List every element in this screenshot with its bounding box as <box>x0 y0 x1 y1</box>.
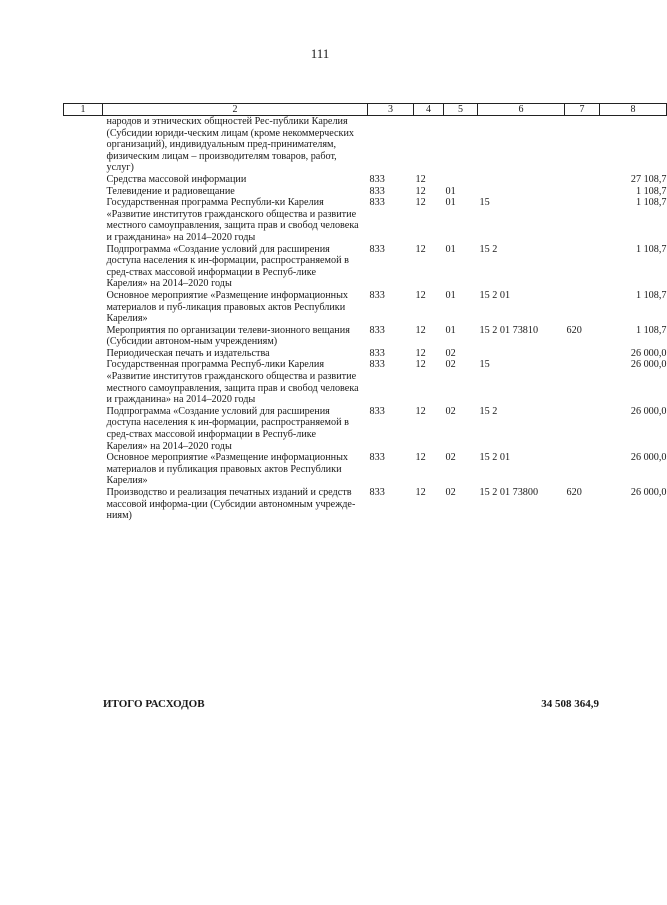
cell-section: 12 <box>415 289 426 301</box>
table-row <box>64 116 667 174</box>
item-name: Телевидение и радиовещание <box>106 185 235 197</box>
cell-empty <box>64 244 103 290</box>
column-header: 1 <box>64 104 103 116</box>
cell-section: 12 <box>415 359 426 371</box>
table-row <box>64 452 667 487</box>
item-name: Подпрограмма «Создание условий для расширения доступа населения к ин-формации, распространяемой в сред-ствах массовой информации в Респуб-лике Карелия» на 2014–2020 годы <box>106 243 349 290</box>
cell-subsection: 02 <box>445 405 456 417</box>
cell-target: 15 <box>479 197 490 209</box>
cell-expense-type <box>565 197 600 243</box>
cell-target: 15 2 01 73810 <box>479 324 539 336</box>
cell-target: 15 2 01 <box>479 452 511 464</box>
column-header: 8 <box>600 104 667 116</box>
cell-amount: 1 108,7 <box>635 197 667 209</box>
cell-amount: 1 108,7 <box>635 289 667 301</box>
table-row <box>64 348 667 360</box>
cell-ministry: 833 <box>369 487 385 498</box>
cell-section: 12 <box>415 197 426 209</box>
cell-target: 15 2 01 73800 <box>479 487 539 498</box>
table-row <box>64 359 667 405</box>
item-name: Мероприятия по организации телеви-зионного вещания (Субсидии автоном-ным учреждениям) <box>106 324 350 348</box>
cell-ministry: 833 <box>369 173 385 185</box>
cell-ministry: 833 <box>369 359 385 371</box>
cell-amount: 26 000,0 <box>630 452 667 464</box>
cell-section: 12 <box>415 185 426 197</box>
column-header: 7 <box>565 104 600 116</box>
cell-empty <box>64 197 103 243</box>
cell-amount <box>600 116 667 174</box>
item-name: народов и этнических общностей Рес-публики Карелия (Субсидии юриди-ческим лицам (кроме некоммерческих организаций), индивидуальным пред-принимателям, физическим лицам – производителям товаров, работ, услуг) <box>106 116 355 174</box>
table-row <box>64 244 667 290</box>
item-name: Основное мероприятие «Размещение информационных материалов и публикация правовых актов Республики Карелия» <box>106 452 349 487</box>
item-name: Подпрограмма «Создание условий для расширения доступа населения к ин-формации, распространяемой в сред-ствах массовой информации в Респуб-лике Карелия» на 2014–2020 годы <box>106 405 349 452</box>
table-row <box>64 406 667 452</box>
table-body <box>64 116 667 522</box>
cell-target <box>478 186 565 198</box>
cell-amount: 26 000,0 <box>630 347 667 359</box>
cell-expense-type: 620 <box>566 487 582 498</box>
cell-amount: 1 108,7 <box>635 185 667 197</box>
cell-expense-type <box>565 348 600 360</box>
column-header: 6 <box>478 104 565 116</box>
column-header: 3 <box>368 104 414 116</box>
cell-expense-type <box>565 186 600 198</box>
cell-section: 12 <box>415 405 426 417</box>
budget-table <box>63 103 667 522</box>
page-number: 111 <box>310 46 330 61</box>
item-name: Периодическая печать и издательства <box>106 347 270 359</box>
cell-section: 12 <box>415 452 426 464</box>
cell-amount: 1 108,7 <box>635 324 667 336</box>
cell-empty <box>64 174 103 186</box>
item-name: Государственная программа Республи-ки Карелия «Развитие институтов гражданского общества и развитие местного самоуправления, защита прав и свобод человека и гражданина» на 2014–2020 годы <box>106 197 359 243</box>
cell-section: 12 <box>415 324 426 336</box>
cell-expense-type <box>565 116 600 174</box>
cell-subsection: 02 <box>445 487 456 498</box>
cell-subsection: 01 <box>445 197 456 209</box>
cell-target: 15 <box>479 359 490 371</box>
cell-target <box>478 348 565 360</box>
cell-subsection: 02 <box>445 359 456 371</box>
cell-expense-type <box>565 452 600 487</box>
cell-subsection <box>444 116 478 174</box>
cell-ministry: 833 <box>369 197 385 209</box>
table-row <box>64 174 667 186</box>
table-row <box>64 325 667 348</box>
cell-ministry: 833 <box>369 185 385 197</box>
cell-subsection: 02 <box>445 452 456 464</box>
cell-empty <box>64 406 103 452</box>
cell-subsection: 01 <box>445 324 456 336</box>
cell-expense-type <box>565 244 600 290</box>
cell-amount: 1 108,7 <box>635 243 667 255</box>
cell-ministry: 833 <box>369 289 385 301</box>
cell-empty <box>64 116 103 174</box>
cell-empty <box>64 325 103 348</box>
cell-target <box>478 116 565 174</box>
cell-subsection: 01 <box>445 185 456 197</box>
cell-ministry: 833 <box>369 405 385 417</box>
cell-expense-type <box>565 406 600 452</box>
cell-ministry: 833 <box>369 452 385 464</box>
cell-ministry: 833 <box>369 347 385 359</box>
cell-amount: 27 108,7 <box>630 173 667 185</box>
cell-expense-type <box>565 174 600 186</box>
cell-amount: 26 000,0 <box>630 359 667 371</box>
table-row <box>64 290 667 325</box>
cell-empty <box>64 359 103 405</box>
cell-expense-type: 620 <box>566 324 582 336</box>
cell-target: 15 2 <box>479 243 498 255</box>
cell-section <box>414 116 444 174</box>
item-name: Государственная программа Респуб-лики Карелия «Развитие институтов гражданского общества и развитие местного самоуправления, защита прав и свобод человека и гражданина» на 2014–2020 годы <box>106 359 359 406</box>
column-header: 2 <box>103 104 368 116</box>
cell-target: 15 2 <box>479 405 498 417</box>
cell-subsection <box>444 174 478 186</box>
table-header <box>64 104 667 116</box>
cell-ministry: 833 <box>369 324 385 336</box>
cell-subsection: 01 <box>445 243 456 255</box>
cell-section: 12 <box>415 173 426 185</box>
cell-empty <box>64 452 103 487</box>
cell-empty <box>64 186 103 198</box>
cell-target: 15 2 01 <box>479 289 511 301</box>
cell-expense-type <box>565 290 600 325</box>
cell-section: 12 <box>415 243 426 255</box>
cell-subsection: 01 <box>445 289 456 301</box>
cell-expense-type <box>565 359 600 405</box>
total-label: ИТОГО РАСХОДОВ <box>103 698 205 710</box>
total-value: 34 508 364,9 <box>541 698 599 710</box>
cell-subsection: 02 <box>445 347 456 359</box>
cell-target <box>478 174 565 186</box>
cell-empty <box>64 487 103 522</box>
table-row <box>64 186 667 198</box>
cell-empty <box>64 290 103 325</box>
table-row <box>64 197 667 243</box>
cell-empty <box>64 348 103 360</box>
item-name: Средства массовой информации <box>106 173 247 185</box>
column-header: 4 <box>414 104 444 116</box>
cell-section: 12 <box>415 347 426 359</box>
column-header: 5 <box>444 104 478 116</box>
item-name: Основное мероприятие «Размещение информационных материалов и пуб-ликация правовых актов Республики Карелия» <box>106 289 349 325</box>
cell-ministry <box>368 116 414 174</box>
cell-section: 12 <box>415 487 426 498</box>
cell-amount: 26 000,0 <box>630 405 667 417</box>
cell-amount: 26 000,0 <box>630 487 667 498</box>
table-row <box>64 487 667 522</box>
item-name: Производство и реализация печатных изданий и средств массовой информа-ции (Субсидии автономным учрежде-ниям) <box>106 487 356 522</box>
cell-ministry: 833 <box>369 243 385 255</box>
